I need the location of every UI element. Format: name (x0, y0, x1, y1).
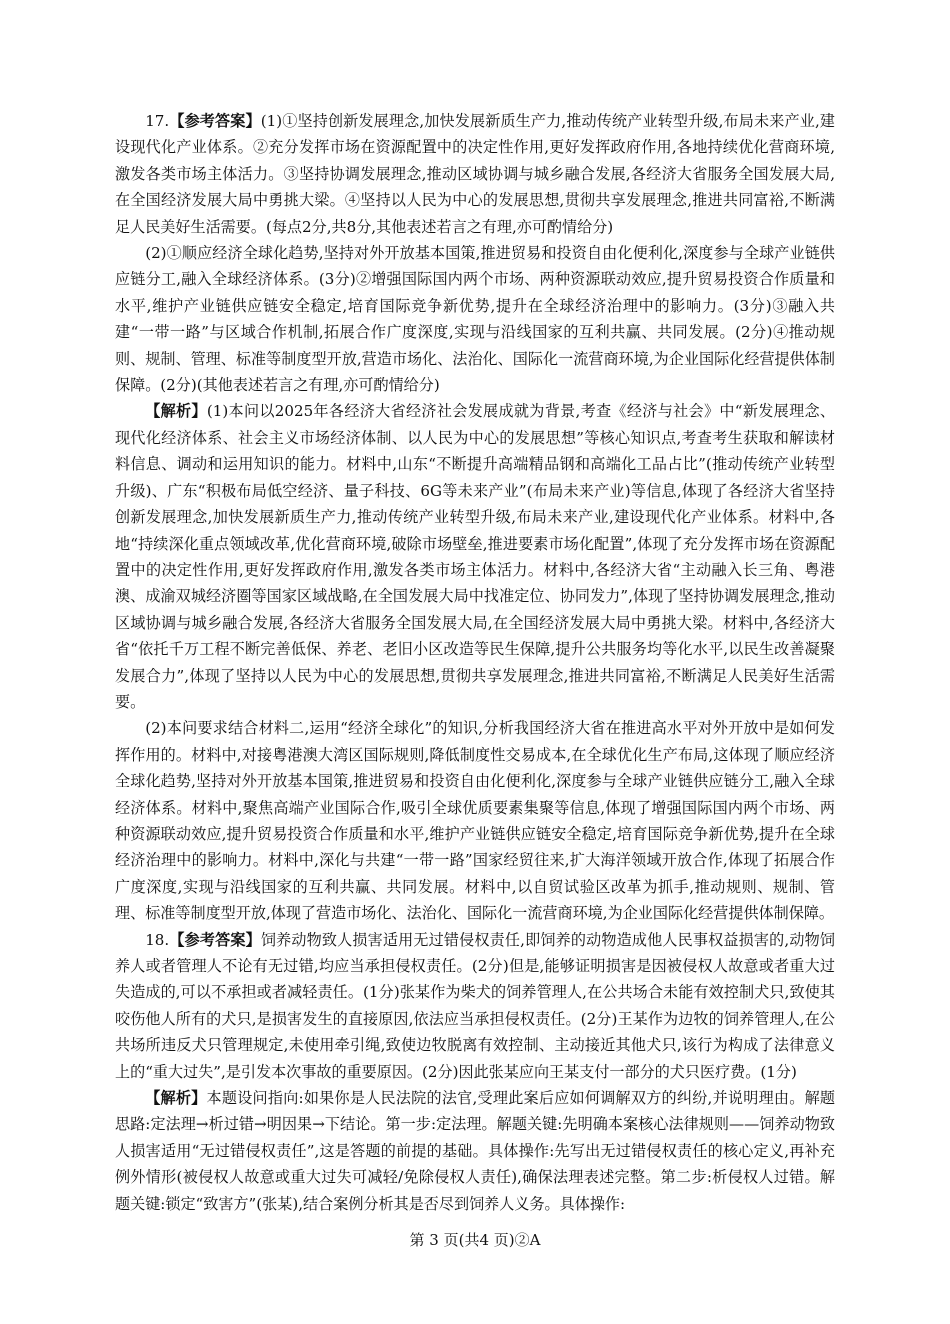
q17-analysis-part2: (2)本问要求结合材料二,运用“经济全球化”的知识,分析我国经济大省在推进高水平对外开放中是如何发挥作用的。材料中,对接粤港澳大湾区国际规则,降低制度性交易成本,在全球优化生产布局,这体现了顺应经济全球化趋势,坚持对外开放基本国策,推进贸易和投资自由化便利化,深度参与全球产业链供应链分工,融入全球经济体系。材料中,聚焦高端产业国际合作,吸引全球优质要素集聚等信息,体现了增强国际国内两个市场、两种资源联动效应,提升贸易投资合作质量和水平,维护产业链供应链安全稳定,培育国际竞争新优势,提升在全球经济治理中的影响力。材料中,深化与共建“一带一路”国家经贸往来,扩大海洋领域开放合作,体现了拓展合作广度深度,实现与沿线国家的互利共赢、共同发展。材料中,以自贸试验区改革为抓手,推动规则、规制、管理、标准等制度型开放,体现了营造市场化、法治化、国际化一流营商环境,为企业国际化经营提供体制保障。 (115, 719, 835, 923)
page-footer: 第 3 页(共4 页)②A (409, 1231, 541, 1249)
q18-answer-label: 【参考答案】 (169, 930, 261, 949)
q17-answer-text1: (1)①坚持创新发展理念,加快发展新质生产力,推动传统产业转型升级,布局未来产业,建设现代化产业体系。②充分发挥市场在资源配置中的决定性作用,更好发挥政府作用,各地持续优化营商环境,激发各类市场主体活力。③坚持协调发展理念,推动区域协调与城乡融合发展,各经济大省服务全国发展大局,在全国经济发展大局中勇挑大梁。④坚持以人民为中心的发展思想,贯彻共享发展理念,推进共同富裕,不断满足人民美好生活需要。(每点2分,共8分,其他表述若言之有理,亦可酌情给分) (115, 112, 835, 236)
q18-analysis-label: 【解析】 (145, 1089, 207, 1108)
q18-number: 18. (145, 930, 170, 949)
q17-number: 17. (145, 112, 170, 130)
q17-analysis-text1: (1)本问以2025年各经济大省经济社会发展成就为背景,考查《经济与社会》中“新发展理念、现代化经济体系、社会主义市场经济体制、以人民为中心的发展思想”等核心知识点,考查考生获取和解读材料信息、调动和运用知识的能力。材料中,山东“不断提升高端精品钢和高端化工品占比”(推动传统产业转型升级)、广东“积极布局低空经济、量子科技、6G等未来产业”(布局未来产业)等信息,体现了各经济大省坚持创新发展理念,加快发展新质生产力,推动传统产业转型升级,布局未来产业,建设现代化产业体系。材料中,各地“持续深化重点领域改革,优化营商环境,破除市场壁垒,推进要素市场化配置”,体现了充分发挥市场在资源配置中的决定性作用,更好发挥政府作用,激发各类市场主体活力。材料中,各经济大省“主动融入长三角、粤港澳、成渝双城经济圈等国家区域战略,在全国发展大局中找准定位、协同发力”,体现了坚持协调发展理念,推动区域协调与城乡融合发展,各经济大省服务全国发展大局,在全国经济发展大局中勇挑大梁。材料中,各经济大省“依托千万工程不断完善低保、养老、老旧小区改造等民生保障,提升公共服务均等化水平,以民生改善凝聚发展合力”,体现了坚持以人民为中心的发展思想,贯彻共享发展理念,推进共同富裕,不断满足人民美好生活需要。 (115, 402, 835, 711)
q18-analysis (115, 1085, 835, 1217)
q17-analysis-label: 【解析】 (145, 402, 207, 421)
q17-answer-label: 【参考答案】 (169, 112, 261, 130)
q17-analysis-part1 (115, 398, 835, 715)
q17-answer-part1 (115, 108, 835, 240)
q18-answer (115, 927, 835, 1085)
q17-answer-part2: (2)①顺应经济全球化趋势,坚持对外开放基本国策,推进贸易和投资自由化便利化,深度参与全球产业链供应链分工,融入全球经济体系。(3分)②增强国际国内两个市场、两种资源联动效应,提升贸易投资合作质量和水平,维护产业链供应链安全稳定,培育国际竞争新优势,提升在全球经济治理中的影响力。(3分)③融入共建“一带一路”与区域合作机制,拓展合作广度深度,实现与沿线国家的互利共赢、共同发展。(2分)④推动规则、规制、管理、标准等制度型开放,营造市场化、法治化、国际化一流营商环境,为企业国际化经营提供体制保障。(2分)(其他表述若言之有理,亦可酌情给分) (115, 244, 835, 395)
q18-answer-text: 饲养动物致人损害适用无过错侵权责任,即饲养的动物造成他人民事权益损害的,动物饲养人或者管理人不论有无过错,均应当承担侵权责任。(2分)但是,能够证明损害是因被侵权人故意或者重大过失造成的,可以不承担或者减轻责任。(1分)张某作为柴犬的饲养管理人,在公共场合未能有效控制犬只,致使其咬伤他人所有的犬只,是损害发生的直接原因,依法应当承担侵权责任。(2分)王某作为边牧的饲养管理人,在公共场所违反犬只管理规定,未使用牵引绳,致使边牧脱离有效控制、主动接近其他犬只,该行为构成了法律意义上的“重大过失”,是引发本次事故的重要原因。(2分)因此张某应向王某支付一部分的犬只医疗费。(1分) (115, 930, 835, 1081)
document-body (115, 108, 835, 1217)
q18-analysis-text: 本题设问指向:如果你是人民法院的法官,受理此案后应如何调解双方的纠纷,并说明理由。解题思路:定法理→析过错→明因果→下结论。第一步:定法理。解题关键:先明确本案核心法律规则——饲养动物致人损害适用“无过错侵权责任”,这是答题的前提的基础。具体操作:先写出无过错侵权责任的核心定义,再补充例外情形(被侵权人故意或重大过失可减轻/免除侵权人责任),确保法理表述完整。第二步:析侵权人过错。解题关键:锁定“致害方”(张某),结合案例分析其是否尽到饲养人义务。具体操作: (115, 1089, 835, 1213)
